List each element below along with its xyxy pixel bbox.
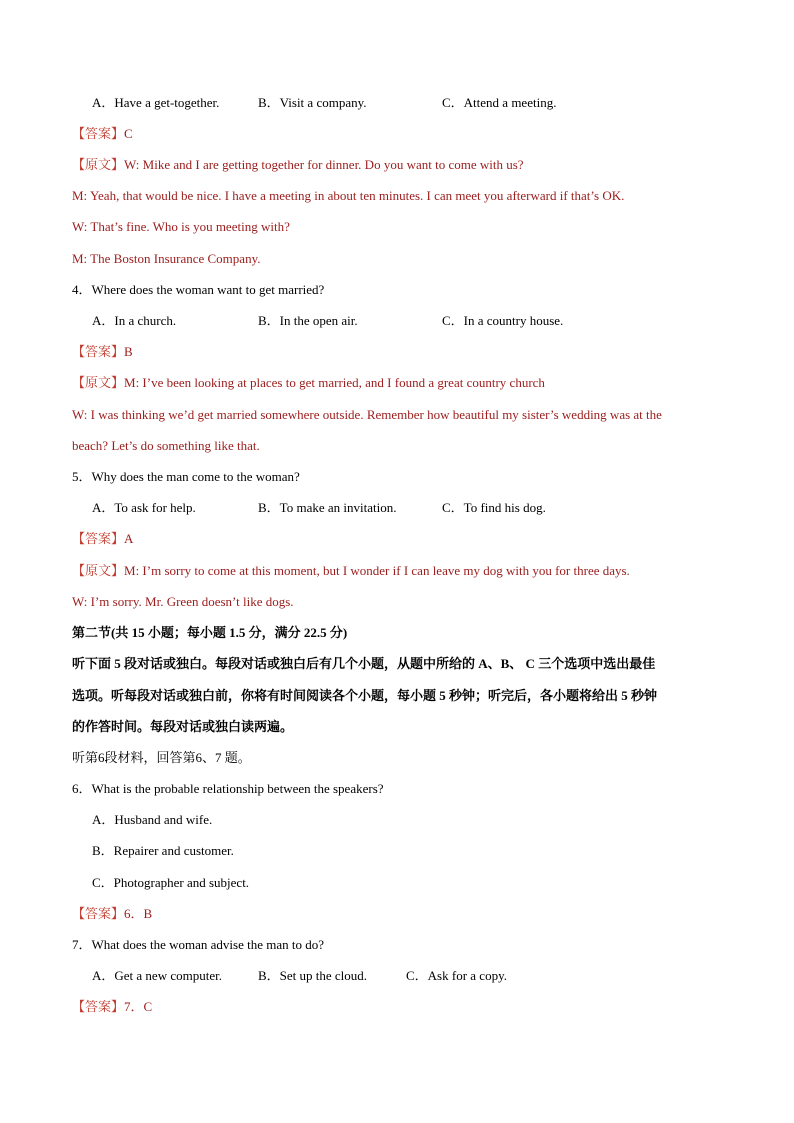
q4-answer	[72, 344, 133, 360]
q6-option-b: B．Repairer and customer.	[92, 843, 234, 858]
q5-transcript-line-2: W: I’m sorry. Mr. Green doesn’t like dogs.	[72, 594, 294, 609]
answer-value: B	[124, 344, 133, 359]
section-heading: 第二节(共 15 小题；每小题 1.5 分，满分 22.5 分)	[72, 625, 348, 640]
q4-transcript-line-1	[72, 375, 545, 391]
section-instructions-line-2: 选项。听每段对话或独白前，你将有时间阅读各个小题，每小题 5 秒钟；听完后，各小题将给出 5 秒钟	[72, 688, 658, 703]
q5-question: 5．Why does the man come to the woman?	[72, 469, 300, 484]
answer-tag: 【答案】	[72, 126, 125, 141]
q3-transcript-line-1	[72, 157, 524, 173]
q3-option-c: C．Attend a meeting.	[442, 95, 557, 110]
q3-option-a: A．Have a get-together.	[92, 95, 220, 110]
q4-option-a: A．In a church.	[92, 313, 177, 328]
q5-option-b: B．To make an invitation.	[258, 500, 397, 515]
q3-option-b: B．Visit a company.	[258, 95, 367, 110]
answer-value: 6．B	[124, 906, 153, 921]
transcript-text: W: Mike and I are getting together for dinner. Do you want to come with us?	[124, 157, 524, 172]
q7-option-a: A．Get a new computer.	[92, 968, 222, 983]
transcript-text: M: I’ve been looking at places to get married, and I found a great country church	[124, 375, 545, 390]
q4-option-b: B．In the open air.	[258, 313, 358, 328]
q6-question: 6．What is the probable relationship between the speakers?	[72, 781, 384, 796]
answer-tag: 【答案】	[72, 906, 125, 921]
section-instructions-line-3: 的作答时间。每段对话或独白读两遍。	[72, 719, 294, 734]
q5-option-c: C．To find his dog.	[442, 500, 546, 515]
material-note: 听第6段材料，回答第6、7 题。	[72, 750, 251, 765]
q7-option-b: B．Set up the cloud.	[258, 968, 368, 983]
q4-option-c: C．In a country house.	[442, 313, 564, 328]
transcript-tag: 【原文】	[72, 375, 125, 390]
q5-option-a: A．To ask for help.	[92, 500, 196, 515]
answer-value: 7．C	[124, 999, 153, 1014]
q4-question: 4．Where does the woman want to get married?	[72, 282, 325, 297]
answer-tag: 【答案】	[72, 531, 125, 546]
q3-transcript-line-4: M: The Boston Insurance Company.	[72, 251, 261, 266]
q7-answer	[72, 999, 152, 1015]
q3-answer	[72, 126, 133, 142]
q6-answer	[72, 906, 152, 922]
section-instructions-line-1: 听下面 5 段对话或独白。每段对话或独白后有几个小题，从题中所给的 A、B、 C 三个选项中选出最佳	[72, 656, 656, 671]
q5-answer	[72, 531, 133, 547]
transcript-tag: 【原文】	[72, 563, 125, 578]
answer-value: C	[124, 126, 133, 141]
q7-question: 7．What does the woman advise the man to do?	[72, 937, 324, 952]
q3-transcript-line-3: W: That’s fine. Who is you meeting with?	[72, 219, 290, 234]
q7-option-c: C．Ask for a copy.	[406, 968, 507, 983]
answer-value: A	[124, 531, 134, 546]
q4-transcript-line-2: W: I was thinking we’d get married somewhere outside. Remember how beautiful my sister’s wedding was at the	[72, 407, 662, 422]
transcript-tag: 【原文】	[72, 157, 125, 172]
q6-option-a: A．Husband and wife.	[92, 812, 213, 827]
transcript-text: M: I’m sorry to come at this moment, but I wonder if I can leave my dog with you for three days.	[124, 563, 630, 578]
q5-transcript-line-1	[72, 563, 630, 579]
q4-transcript-line-3: beach? Let’s do something like that.	[72, 438, 260, 453]
q3-transcript-line-2: M: Yeah, that would be nice. I have a meeting in about ten minutes. I can meet you afterward if that’s OK.	[72, 188, 625, 203]
q6-option-c: C．Photographer and subject.	[92, 875, 250, 890]
answer-tag: 【答案】	[72, 999, 125, 1014]
answer-tag: 【答案】	[72, 344, 125, 359]
